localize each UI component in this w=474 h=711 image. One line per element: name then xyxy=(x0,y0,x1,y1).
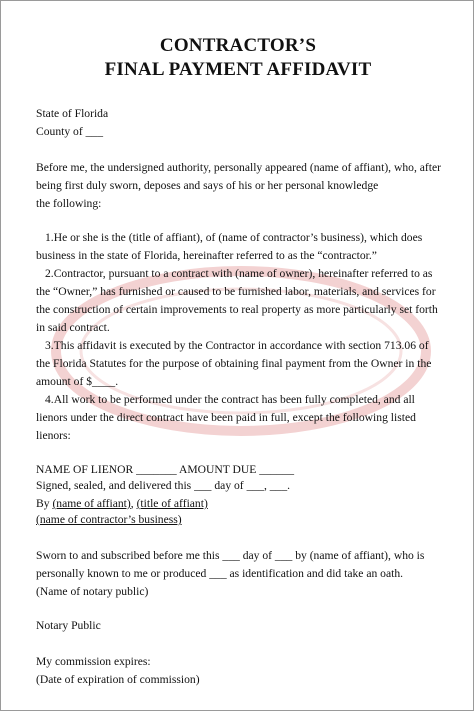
state-line: State of Florida xyxy=(36,107,109,120)
intro-line: being first duly sworn, deposes and says of his or her personal knowledge xyxy=(36,179,379,192)
notary-public-label: Notary Public xyxy=(36,619,101,632)
signature-by-line xyxy=(36,497,208,511)
paragraph-2-line: in said contract. xyxy=(36,321,110,334)
sworn-line: Sworn to and subscribed before me this ___ day of ___ by (name of affiant), who is xyxy=(36,549,425,562)
sworn-line: personally known to me or produced ___ as identification and did take an oath. xyxy=(36,567,404,580)
paragraph-1-line: 1.He or she is the (title of affiant), of (name of contractor’s business), which does xyxy=(45,231,423,244)
affiant-name-field: (name of affiant) xyxy=(52,497,131,510)
paragraph-4-line: lienors: xyxy=(36,429,71,442)
paragraph-2-line: 2.Contractor, pursuant to a contract with (name of owner), hereinafter referred to as xyxy=(45,267,433,280)
paragraph-4-line: 4.All work to be performed under the contract has been fully completed, and all xyxy=(45,393,415,406)
by-prefix: By xyxy=(36,497,53,510)
document-title-line-2: FINAL PAYMENT AFFIDAVIT xyxy=(104,59,372,80)
by-separator: , xyxy=(130,497,137,510)
notary-name-line: (Name of notary public) xyxy=(36,585,149,598)
signed-line: Signed, sealed, and delivered this ___ day of ___, ___. xyxy=(36,479,291,492)
lienor-line: NAME OF LIENOR _______ AMOUNT DUE ______ xyxy=(36,463,295,476)
business-name-field: (name of contractor’s business) xyxy=(36,513,182,526)
paragraph-3-line: amount of $____. xyxy=(36,375,119,388)
paragraph-3-line: the Florida Statutes for the purpose of obtaining final payment from the Owner in the xyxy=(36,357,432,370)
paragraph-1-line: business in the state of Florida, hereinafter referred to as the “contractor.” xyxy=(36,249,377,262)
county-line: County of ___ xyxy=(36,125,103,138)
commission-expires-label: My commission expires: xyxy=(36,655,151,668)
paragraph-4-line: lienors under the direct contract have been paid in full, except the following listed xyxy=(36,411,416,424)
paragraph-2-line: the “Owner,” has furnished or caused to be furnished labor, materials, and services for xyxy=(36,285,436,298)
document-title-line-1: CONTRACTOR’S xyxy=(159,35,317,56)
affiant-title-field: (title of affiant) xyxy=(136,497,208,510)
paragraph-2-line: the construction of certain improvements to real property as more particularly set forth xyxy=(36,303,438,316)
paragraph-3-line: 3.This affidavit is executed by the Contractor in accordance with section 713.06 of xyxy=(45,339,429,352)
intro-line: Before me, the undersigned authority, personally appeared (name of affiant), who, after xyxy=(36,161,441,174)
commission-date-line: (Date of expiration of commission) xyxy=(36,673,200,686)
intro-line: the following: xyxy=(36,197,102,210)
